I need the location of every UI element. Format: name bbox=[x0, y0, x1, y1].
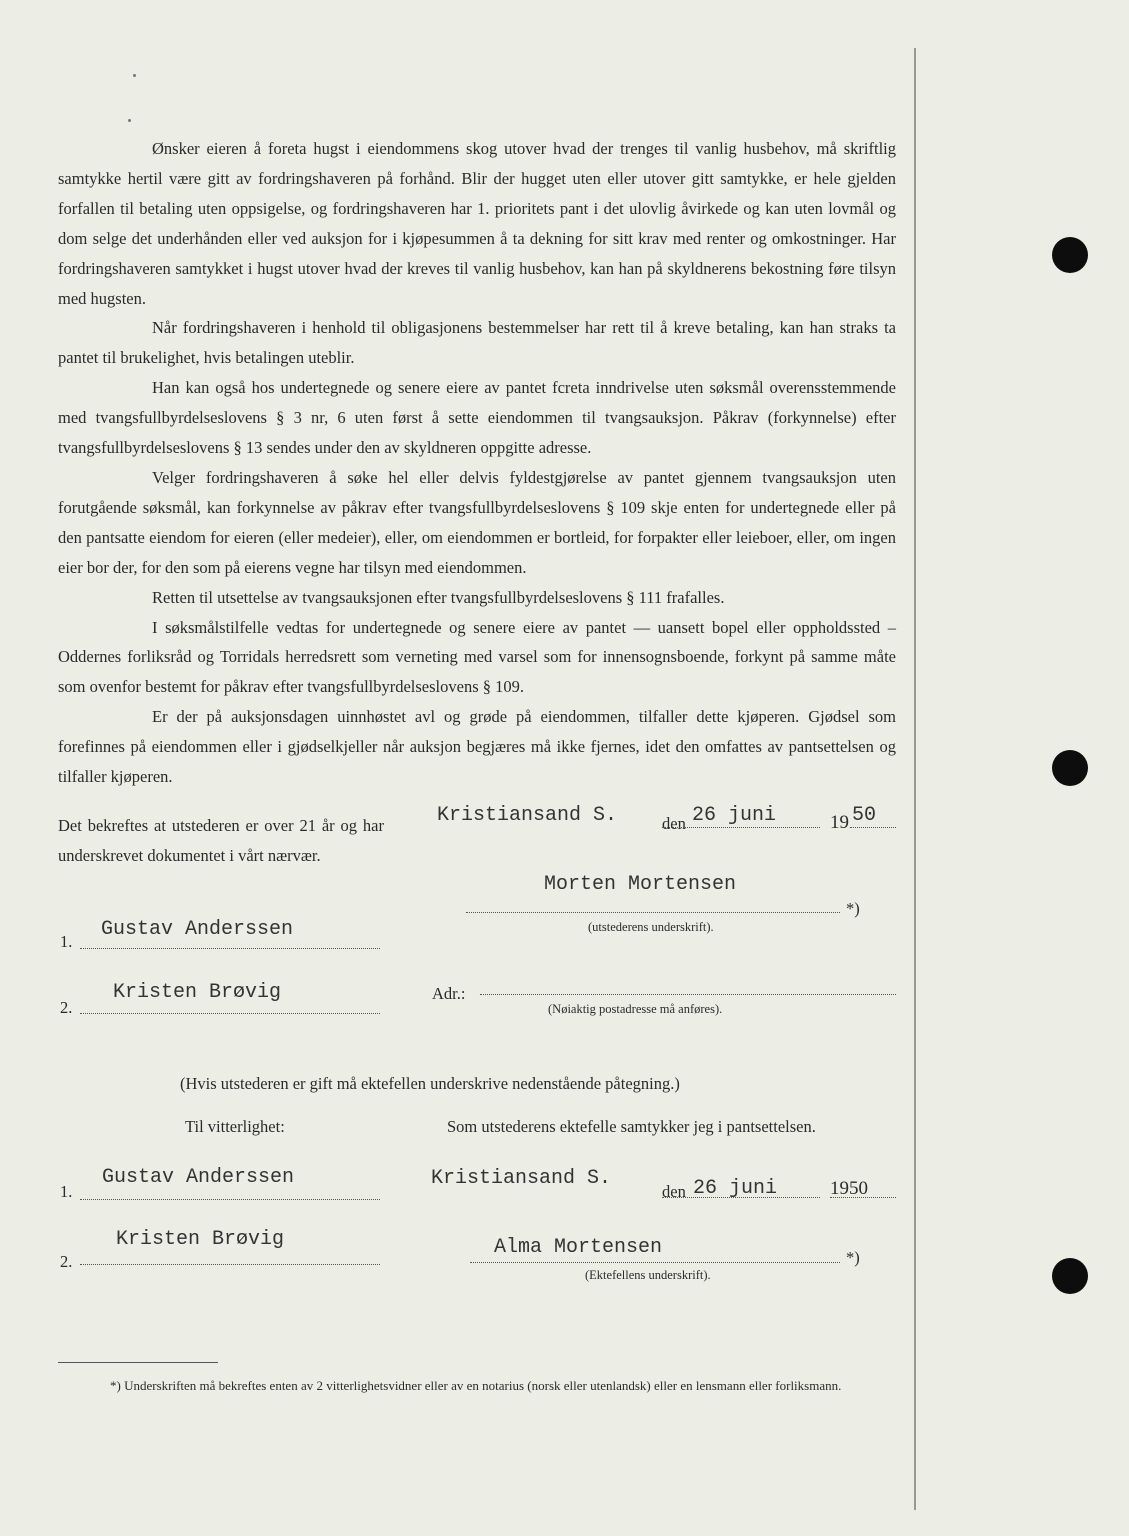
address-label: Adr.: bbox=[432, 984, 466, 1003]
witness-name-2: Kristen Brøvig bbox=[113, 981, 282, 1004]
spouse-signature: Alma Mortensen bbox=[494, 1236, 663, 1259]
spouse-notice: (Hvis utstederen er gift må ektefellen underskrive nedenstående påtegning.) bbox=[180, 1074, 680, 1093]
spouse-year-line bbox=[830, 1197, 896, 1198]
witness-name-1: Gustav Anderssen bbox=[101, 918, 294, 941]
issuer-place: Kristiansand S. bbox=[437, 804, 618, 827]
footnote: *) Underskriften må bekreftes enten av 2 vitterlighetsvidner eller av en notarius (norsk eller utenlandsk) eller en lensmann eller forliksmann. bbox=[110, 1378, 842, 1393]
paragraph-venue: I søksmålstilfelle vedtas for undertegnede og senere eiere av pantet — uansett bopel eller oppholdssted – Oddernes forliksråd og Torridals herredsrett som verneting med varsel som for innensognsboende, forkynt på samme måte som ovenfor bestemt for påkrav efter tvangsfullbyrdelseslovens § 109. bbox=[58, 617, 896, 697]
paragraph-auction: Velger fordringshaveren å søke hel eller delvis fyldestgjørelse av pantet gjennem tvangsauksjon uten forutgående søksmål, kan forkynnelse av påkrav efter tvangsfullbyrdelseslovens § 109 skje enten for undertegnede eller på den pantsatte eiendom for eieren (eller medeier), eller, om eiendommen er bortleid, for forpakter eller leieboer, eller, om ingen eier bor der, for den som på eierens vegne har tilsyn med eiendommen. bbox=[58, 467, 896, 577]
issuer-day-month: 26 juni bbox=[692, 804, 777, 827]
date-line bbox=[662, 827, 820, 828]
paragraph-usage: Når fordringshaveren i henhold til obligasjonens bestemmelser har rett til å kreve betaling, kan han straks ta pantet til brukelighet, hvis betalingen uteblir. bbox=[58, 318, 896, 368]
issuer-den-label: den bbox=[662, 814, 686, 833]
spouse-witness-name-2: Kristen Brøvig bbox=[116, 1228, 285, 1251]
spouse-witness-name-1: Gustav Anderssen bbox=[102, 1166, 295, 1189]
issuer-signature: Morten Mortensen bbox=[544, 873, 737, 896]
spouse-place: Kristiansand S. bbox=[431, 1167, 612, 1190]
witness-line-1 bbox=[80, 948, 380, 949]
paragraph-harvest: Er der på auksjonsdagen uinnhøstet avl og grøde på eiendommen, tilfaller dette kjøperen. Gjødsel som forefinnes på eiendommen eller i gjødselkjeller når auksjon begjæres må ikke fjernes, idet den omfattes av pantsettelsen og tilfaller kjøperen. bbox=[58, 707, 896, 787]
punch-hole bbox=[1052, 750, 1088, 786]
spouse-day-month: 26 juni bbox=[693, 1177, 778, 1200]
witness-line-2 bbox=[80, 1013, 380, 1014]
mortgage-terms bbox=[58, 134, 896, 792]
address-line bbox=[480, 994, 896, 995]
spouse-witness-number-1: 1. bbox=[60, 1182, 73, 1201]
paragraph-forestry: Ønsker eieren å foreta hugst i eiendommens skog utover hvad der trenges til vanlig husbehov, må skriftlig samtykke hertil være gitt av fordringshaveren på forhånd. Blir der hugget uten eller utover gitt samtykke, er hele gjelden forfallen til betaling uten oppsigelse, og fordringshaveren har 1. prioritets pant i det ulovlig åvirkede og kan uten lovmål og dom selge det underhånden eller ved auksjon for i kjøpesummen å ta dekning for sitt krav med renter og omkostninger. Har fordringshaveren samtykket i hugst utover hvad der kreves til vanlig husbehov, kan han på skyldnerens bekostning føre tilsyn med hugsten. bbox=[58, 139, 896, 308]
witness-heading: Til vitterlighet: bbox=[185, 1117, 285, 1136]
spouse-signature-line bbox=[470, 1262, 840, 1263]
ink-speck bbox=[128, 119, 131, 122]
spouse-signature-caption: (Ektefellens underskrift). bbox=[585, 1268, 711, 1282]
issuer-year-prefix: 19 bbox=[830, 812, 849, 833]
address-caption: (Nøiaktig postadresse må anføres). bbox=[548, 1002, 723, 1016]
margin-rule bbox=[914, 48, 916, 1510]
signature-line bbox=[466, 912, 840, 913]
spouse-consent: Som utstederens ektefelle samtykker jeg i pantsettelsen. bbox=[447, 1117, 816, 1136]
witness-number-2: 2. bbox=[60, 998, 73, 1017]
ink-speck bbox=[133, 74, 136, 77]
issuer-asterisk: *) bbox=[846, 899, 860, 918]
year-line bbox=[850, 827, 896, 828]
spouse-asterisk: *) bbox=[846, 1248, 860, 1267]
punch-hole bbox=[1052, 1258, 1088, 1294]
spouse-year: 1950 bbox=[830, 1178, 868, 1199]
punch-hole bbox=[1052, 237, 1088, 273]
witness-number-1: 1. bbox=[60, 932, 73, 951]
issuer-signature-caption: (utstederens underskrift). bbox=[588, 920, 714, 934]
issuer-year-suffix: 50 bbox=[852, 804, 877, 827]
witness-attestation: Det bekreftes at utstederen er over 21 år og har underskrevet dokumentet i vårt nærvær. bbox=[58, 816, 384, 865]
paragraph-collection: Han kan også hos undertegnede og senere eiere av pantet fcreta inndrivelse uten søksmål overensstemmende med tvangsfullbyrdelseslovens § 3 nr, 6 uten først å sette eiendommen til tvangsauksjon. Påkrav (forkynnelse) efter tvangsfullbyrdelseslovens § 13 sendes under den av skyldneren oppgitte adresse. bbox=[58, 378, 896, 458]
spouse-date-line bbox=[662, 1197, 820, 1198]
spouse-witness-line-1 bbox=[80, 1199, 380, 1200]
spouse-witness-number-2: 2. bbox=[60, 1252, 73, 1271]
spouse-witness-line-2 bbox=[80, 1264, 380, 1265]
footnote-rule bbox=[58, 1362, 218, 1363]
paragraph-postponement: Retten til utsettelse av tvangsauksjonen efter tvangsfullbyrdelseslovens § 111 frafalles. bbox=[152, 587, 725, 607]
spouse-den-label: den bbox=[662, 1182, 686, 1201]
